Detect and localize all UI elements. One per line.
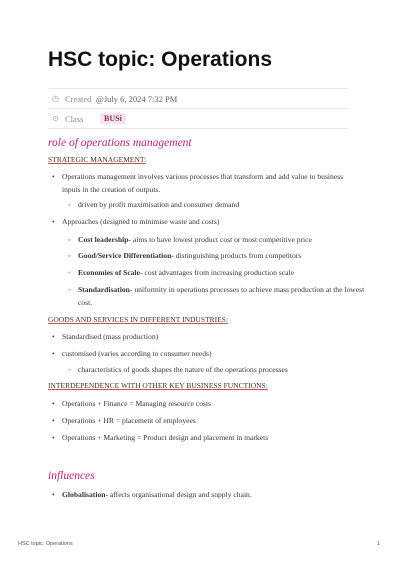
footer-title: HSC topic: Operations: [18, 541, 73, 547]
term-desc: cost advantages from increasing production scale: [142, 268, 294, 277]
property-class: [48, 109, 348, 129]
class-tag[interactable]: BUSi: [100, 113, 126, 124]
term-desc: aims to have lowest product cost or most competitive price: [130, 235, 312, 244]
list-item: ◦ driven by profit maximisation and consumer demand: [78, 198, 368, 211]
subheading-strategic: STRATEGIC MANAGEMENT:: [48, 155, 147, 164]
term: Good/Service Differentiation-: [78, 251, 174, 260]
page-number: 1: [376, 541, 380, 547]
list-item: • Approaches (designed to minimise waste and costs): [62, 215, 362, 228]
list-item: • Standardised (mass production): [62, 330, 362, 343]
list-item: • Operations + Marketing = Product design and placement in markets: [62, 431, 362, 444]
subheading-interdependence: INTERDEPENDENCE WITH OTHER KEY BUSINESS FUNCTIONS:: [48, 381, 268, 390]
term: Cost leadership-: [78, 235, 131, 244]
section-heading-influences: influences: [48, 470, 95, 482]
property-value-created[interactable]: @July 6, 2024 7:32 PM: [96, 93, 178, 104]
list-item: • Operations management involves various processes that transform and add value to business inputs in the creation of outputs.: [62, 170, 362, 196]
properties-table: [48, 88, 348, 129]
property-label-created: Created: [65, 93, 92, 104]
property-created: [48, 89, 348, 109]
list-item: [78, 233, 368, 246]
term-desc: uniformity in operations processes to achieve mass production at the lowest cost.: [78, 285, 365, 307]
section-heading-role: role of operations management: [48, 137, 192, 149]
clock-icon: ◷: [52, 93, 59, 103]
list-item: • customised (varies according to consumer needs): [62, 347, 362, 360]
term-desc: affects organisational design and supply chain.: [108, 490, 252, 499]
list-item: [78, 266, 368, 279]
list-item: [62, 488, 362, 501]
property-label-class: Class: [65, 113, 84, 124]
term-desc: distinguishing products from competitors: [173, 251, 302, 260]
term: Standardisation-: [78, 285, 133, 294]
list-item: ◦ characteristics of goods shapes the nature of the operations processes: [78, 363, 368, 376]
list-item: • Operations + Finance = Managing resource costs: [62, 397, 362, 410]
page-title: HSC topic: Operations: [48, 48, 273, 71]
property-key: [48, 114, 96, 124]
list-item: [78, 249, 368, 262]
list-item: [78, 283, 368, 309]
list-item: • Operations + HR = placement of employees: [62, 414, 362, 427]
property-key: [48, 94, 96, 104]
list-icon: ⊙: [52, 113, 59, 123]
term: Globalisation-: [62, 490, 108, 499]
term: Economies of Scale-: [78, 268, 143, 277]
subheading-goods: GOODS AND SERVICES IN DIFFERENT INDUSTRIES:: [48, 315, 228, 324]
